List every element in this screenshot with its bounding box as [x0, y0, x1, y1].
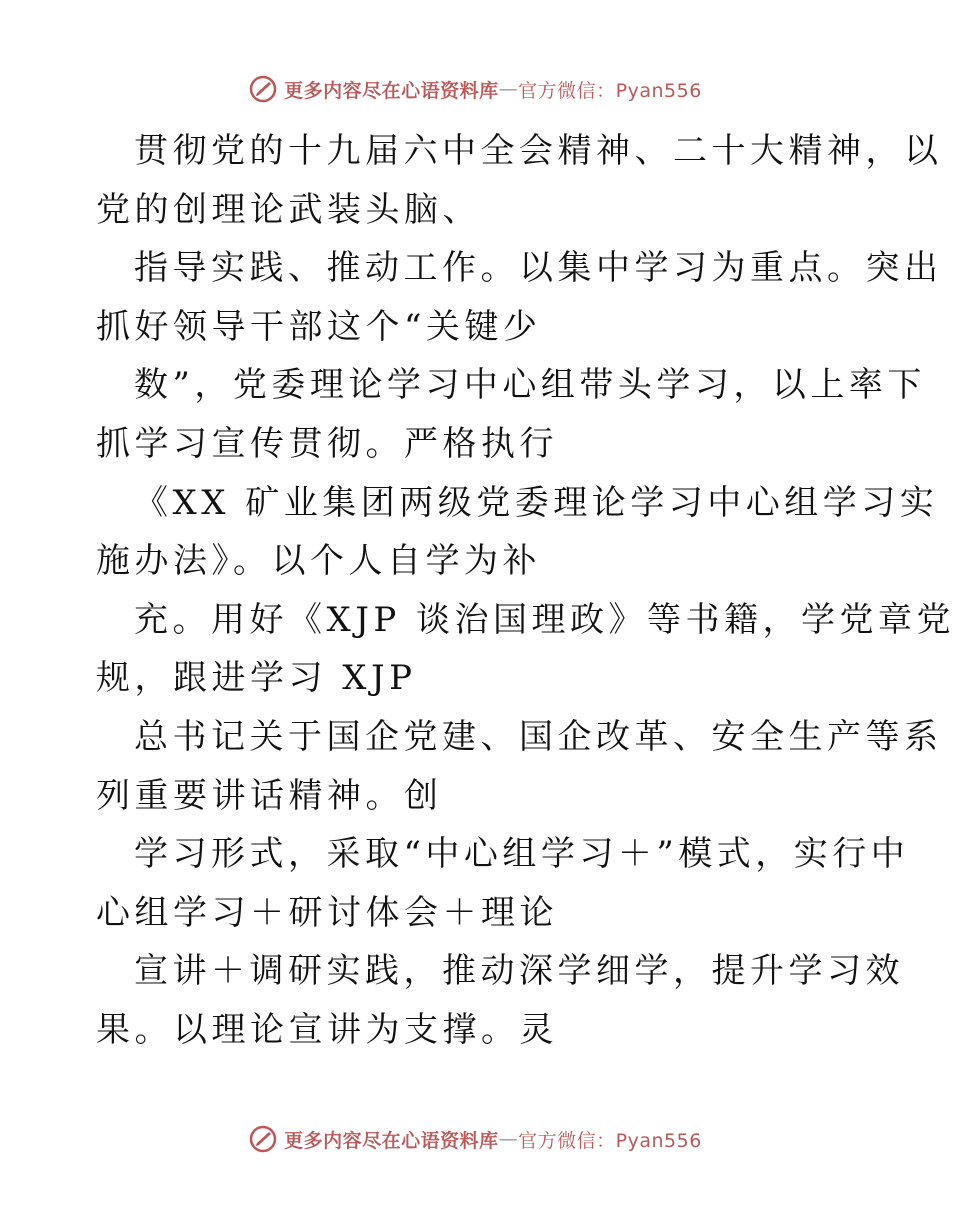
- text-line: 规，跟进学习 XJP: [96, 658, 417, 699]
- watermark-separator: —: [498, 78, 519, 100]
- text-line: 施办法》。以个人自学为补: [96, 541, 541, 582]
- text-line: 心组学习＋研讨体会＋理论: [96, 892, 558, 933]
- text-line: 列重要讲话精神。创: [96, 775, 443, 816]
- text-line: 数”，党委理论学习中心组带头学习，以上率下: [134, 365, 926, 406]
- text-line: 总书记关于国企党建、国企改革、安全生产等系: [134, 716, 943, 757]
- text-line: 学习形式，采取“中心组学习＋”模式，实行中: [134, 834, 910, 875]
- watermark-title: 更多内容尽在心语资料库: [284, 79, 499, 102]
- text-line: 党的创理论武装头脑、: [96, 189, 481, 230]
- footer-watermark: [0, 1122, 950, 1156]
- text-line: 贯彻党的十九届六中全会精神、二十大精神，以: [134, 131, 943, 171]
- document-body: [96, 122, 955, 1060]
- text-line: 果。以理论宣讲为支撑。灵: [96, 1009, 558, 1050]
- text-line: 抓好领导干部这个“关键少: [96, 306, 542, 347]
- text-line: 指导实践、推动工作。以集中学习为重点。突出: [134, 248, 943, 289]
- logo-icon: [248, 1124, 278, 1154]
- header-watermark: [0, 72, 950, 106]
- text-line: 抓学习宣传贯彻。严格执行: [96, 423, 558, 464]
- logo-icon: [248, 74, 278, 104]
- text-line: 充。用好《XJP 谈治国理政》等书籍，学党章党: [134, 599, 955, 640]
- watermark-separator: —: [498, 1128, 519, 1150]
- watermark-title: 更多内容尽在心语资料库: [284, 1129, 499, 1152]
- text-line: 宣讲＋调研实践，推动深学细学，提升学习效: [134, 951, 904, 992]
- watermark-contact: 官方微信：Pyan556: [518, 79, 702, 102]
- watermark-contact: 官方微信：Pyan556: [518, 1129, 702, 1152]
- text-line: 《XX 矿业集团两级党委理论学习中心组学习实: [134, 482, 939, 523]
